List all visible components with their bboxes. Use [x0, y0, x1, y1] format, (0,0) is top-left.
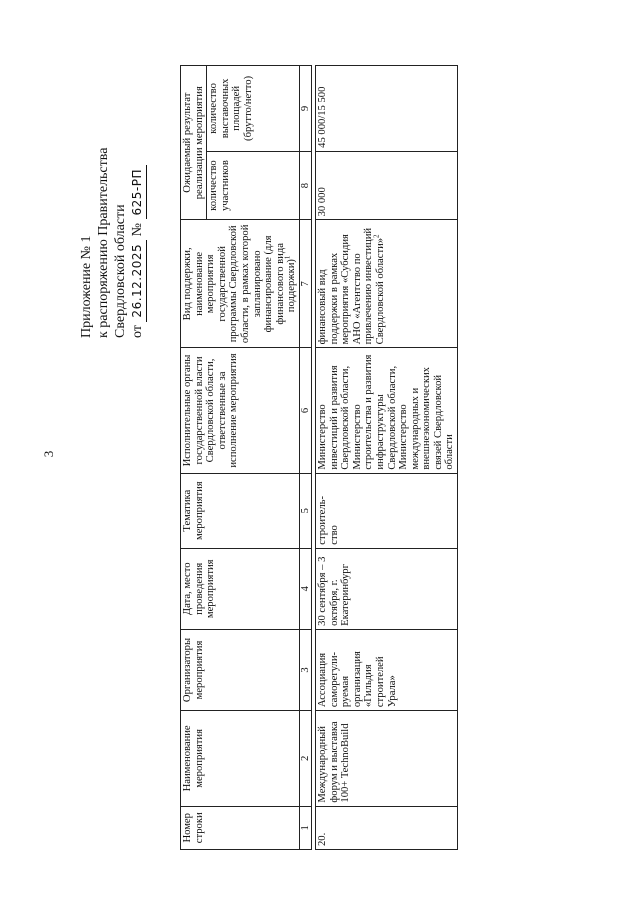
column-number: 5 [299, 473, 311, 548]
decree-date: 26.12.2025 [129, 240, 147, 322]
cell-row-num: 20. [315, 806, 457, 849]
column-number: 8 [299, 151, 311, 220]
events-table-wrap [180, 65, 456, 850]
column-number: 9 [299, 66, 311, 152]
cell-executors: Министерство инвестиций и развития Свердловской области, Министерство строительства и развития инфраструктуры Свердловской области, Министерство международных и внешнеэкономических связей Свердловской области [315, 348, 457, 473]
column-numbers-row [299, 66, 311, 850]
header-areas: количество выставочных площадей (брутто/нетто) [207, 66, 300, 152]
cell-name: Международный форум и выставка 100+ TechnoBuild [315, 711, 457, 806]
column-number: 3 [299, 629, 311, 710]
footnote-marker: 1 [283, 255, 292, 260]
header-result: Ожидаемый результат реализации мероприятия [181, 66, 207, 220]
column-number: 4 [299, 548, 311, 629]
appendix-date-line [129, 3, 147, 338]
cell-support-text: финансовый вид поддержки в рамках мероприятия «Субсидия АНО «Агентство по привлечению инвестиций Свердловской области» [316, 227, 386, 345]
table-row [315, 66, 457, 850]
appendix-decree-ref: к распоряжению Правительства [96, 147, 111, 338]
header-support [181, 220, 300, 348]
cell-participants: 30 000 [315, 151, 457, 220]
cell-organizers: Ассоциация саморегули-руемая организация «Гильдия строителей Урала» [315, 629, 457, 710]
footnote-marker: 2 [372, 234, 381, 238]
cell-support [315, 220, 457, 348]
header-date-place: Дата, место проведения мероприятия [181, 548, 300, 629]
page-number: 3 [41, 450, 56, 458]
header-row-num: Номер строки [181, 806, 300, 849]
column-number: 2 [299, 711, 311, 806]
column-number: 7 [299, 220, 311, 348]
table-header-row [181, 66, 207, 850]
header-theme: Тематика мероприятия [181, 473, 300, 548]
appendix-title: Приложение № 1 [79, 235, 94, 338]
decree-number: 625-РП [129, 165, 147, 220]
events-table [180, 65, 458, 850]
cell-areas: 45 000/15 500 [315, 66, 457, 152]
column-number: 1 [299, 806, 311, 849]
cell-theme: строитель-ство [315, 473, 457, 548]
header-name: Наименование мероприятия [181, 711, 300, 806]
header-participants: количество участников [207, 151, 300, 220]
cell-date-place: 30 сентября – 3 октября, г. Екатеринбург [315, 548, 457, 629]
header-organizers: Организаторы мероприятия [181, 629, 300, 710]
column-number: 6 [299, 348, 311, 473]
header-support-text: Вид поддержки, наименование мероприятия государственной программы Свердловской области, в рамках которой запланировано финансирование (для финансового вида поддержки) [182, 224, 298, 344]
header-executors: Исполнительные органы государственной власти Свердловской области, ответственные за исполнение мероприятия [181, 348, 300, 473]
number-label: № [130, 222, 145, 237]
appendix-block [78, 3, 147, 338]
appendix-region: Свердловской области [113, 204, 128, 338]
from-label: от [130, 325, 145, 338]
